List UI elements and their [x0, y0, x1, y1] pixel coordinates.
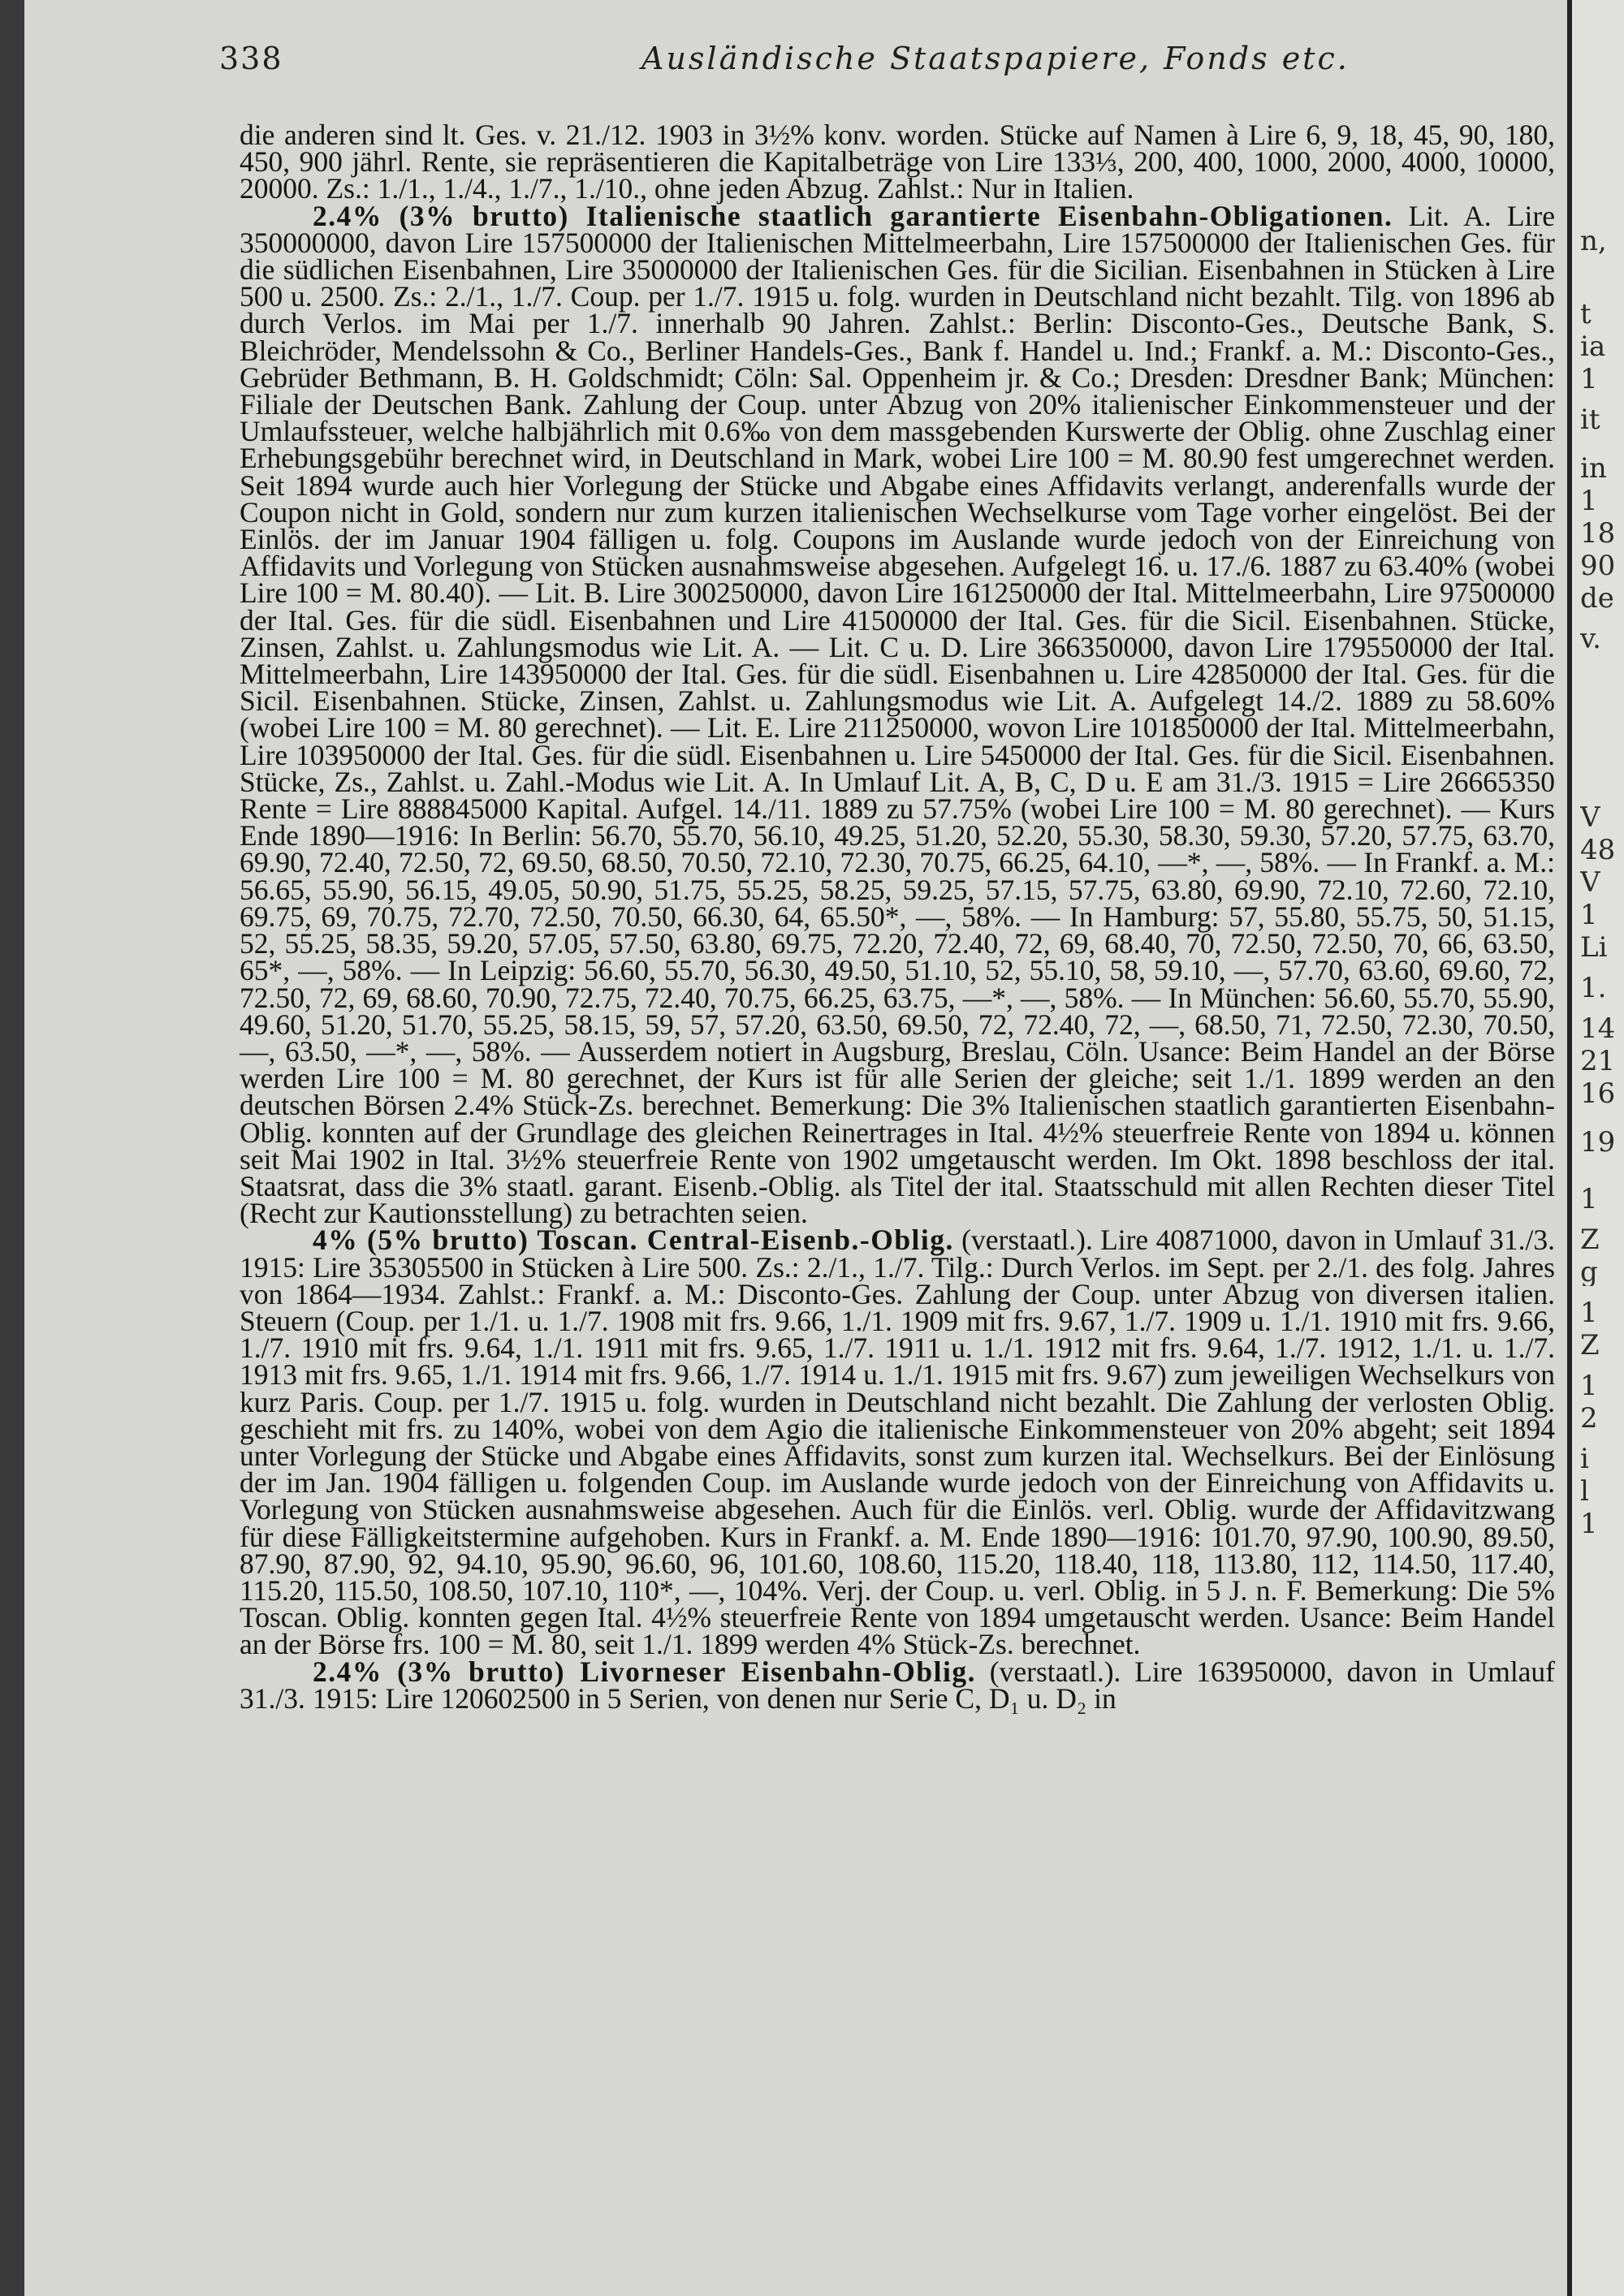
adjacent-page-fragment: 1. [1580, 974, 1607, 1002]
adjacent-page-fragment: v. [1580, 625, 1601, 653]
adjacent-page-fragment: de [1580, 585, 1614, 612]
adjacent-page-fragment: it [1580, 406, 1600, 434]
adjacent-page-fragment: 1 [1580, 1372, 1598, 1400]
adjacent-page-fragment: g [1580, 1258, 1598, 1286]
adjacent-page-fragment: i [1580, 1445, 1589, 1473]
paragraph-text: Lit. A. Lire 350000000, davon Lire 157500000 der Italienischen Mittelmeerbahn, Lire 157500000 der Italienischen Ges. für die südlichen Eisenbahnen, Lire 35000000 der Italienischen Ges. für die Sicilian. Eisenbahnen in Stücken à Lire 500 u. 2500. Zs.: 2./1., 1./7. Coup. per 1./7. 1915 u. folg. wurden in Deutschland nicht bezahlt. Tilg. von 1896 ab durch Verlos. im Mai per 1./7. innerhalb 90 Jahren. Zahlst.: Berlin: Disconto-Ges., Deutsche Bank, S. Bleichröder, Mendelssohn & Co., Berliner Handels-Ges., Bank f. Handel u. Ind.; Frankf. a. M.: Disconto-Ges., Gebrüder Bethmann, B. H. Goldschmidt; Cöln: Sal. Oppenheim jr. & Co.; Dresden: Dresdner Bank; München: Filiale der Deutschen Bank. Zahlung der Coup. unter Abzug von 20% italienischer Einkommensteuer und der Umlaufssteuer, welche halbjährlich mit 0.6‰ von dem massgebenden Kurswerte der Oblig. ohne Zuschlag einer Erhebungsgebühr berechnet wird, in Deutschland in Mark, wobei Lire 100 = M. 80.90 fest umgerechnet werden. Seit 1894 wurde auch hier Vorlegung der Stücke und Abgabe eines Affidavits verlangt, anderenfalls wurde der Coupon nicht in Gold, sondern nur zum kurzen italienischen Wechselkurse vom Tage vorher eingelöst. Bei der Einlös. der im Januar 1904 fälligen u. folg. Coupons im Auslande wurde jedoch von der Einreichung von Affidavits und Vorlegung von Stücken ausnahmsweise abgesehen. Aufgelegt 16. u. 17./6. 1887 zu 63.40% (wobei Lire 100 = M. 80.40). — Lit. B. Lire 300250000, davon Lire 161250000 der Ital. Mittelmeerbahn, Lire 97500000 der Ital. Ges. für die südl. Eisenbahnen und Lire 41500000 der Ital. Ges. für die Sicil. Eisenbahnen. Stücke, Zinsen, Zahlst. u. Zahlungsmodus wie Lit. A. — Lit. C u. D. Lire 366350000, davon Lire 179550000 der Ital. Mittelmeerbahn, Lire 143950000 der Ital. Ges. für die südl. Eisenbahnen u. Lire 42850000 der Ital. Ges. für die Sicil. Eisenbahnen. Stücke, Zinsen, Zahlst. u. Zahlungsmodus wie Lit. A. Aufgelegt 14./2. 1889 zu 58.60% (wobei Lire 100 = M. 80 gerechnet). — Lit. E. Lire 211250000, wovon Lire 101850000 der Ital. Mittelmeerbahn, Lire 103950000 der Ital. Ges. für die südl. Eisenbahnen u. Lire 5450000 der Ital. Ges. für die Sicil. Eisenbahnen. Stücke, Zs., Zahlst. u. Zahl.-Modus wie Lit. A. In Umlauf Lit. A, B, C, D u. E am 31./3. 1915 = Lire 26665350 Rente = Lire 888845000 Kapital. Aufgel. 14./11. 1889 zu 57.75% (wobei Lire 100 = M. 80 gerechnet). — Kurs Ende 1890—1916: In Berlin: 56.70, 55.70, 56.10, 49.25, 51.20, 52.20, 55.30, 58.30, 59.30, 57.20, 57.75, 63.70, 69.90, 72.40, 72.50, 72, 69.50, 68.50, 70.50, 72.10, 72.30, 70.75, 66.25, 64.10, —*, —, 58%. — In Frankf. a. M.: 56.65, 55.90, 56.15, 49.05, 50.90, 51.75, 55.25, 58.25, 59.25, 57.15, 57.75, 63.80, 69.90, 72.10, 72.60, 72.10, 69.75, 69, 70.75, 72.70, 72.50, 70.50, 66.30, 64, 65.50*, —, 58%. — In Hamburg: 57, 55.80, 55.75, 50, 51.15, 52, 55.25, 58.35, 59.20, 57.05, 57.50, 63.80, 69.75, 72.20, 72.40, 72, 69, 68.40, 70, 72.50, 72.50, 70, 66, 63.50, 65*, —, 58%. — In Leipzig: 56.60, 55.70, 56.30, 49.50, 51.10, 52, 55.10, 58, 59.10, —, 57.70, 63.60, 69.60, 72, 72.50, 72, 69, 68.60, 70.90, 72.75, 72.40, 70.75, 66.25, 63.75, —*, —, 58%. — In München: 56.60, 55.70, 55.90, 49.60, 51.20, 51.70, 55.25, 58.15, 59, 57, 57.20, 63.50, 69.50, 72, 72.40, 72, —, 68.50, 71, 72.50, 72.30, 70.50, —, 63.50, —*, —, 58%. — Ausserdem notiert in Augsburg, Breslau, Cöln. Usance: Beim Handel an der Börse werden Lire 100 = M. 80 gerechnet, der Kurs ist für alle Serien der gleiche; seit 1./1. 1899 werden an den deutschen Börsen 2.4% Stück-Zs. berechnet. Bemerkung: Die 3% Italienischen staatlich garantierten Eisenbahn-Oblig. konnten auf der Grundlage des gleichen Reinertrages in Ital. 4½% steuerfreie Rente von 1894 u. können seit Mai 1902 in Ital. 3½% steuerfreie Rente von 1902 umgetauscht werden. Im Okt. 1898 beschloss der ital. Staatsrat, dass die 3% staatl. garant. Eisenb.-Oblig. als Titel der ital. Staatsschuld mit allen Rechten dieser Titel (Recht zur Kautionsstellung) zu betrachten seien. [240, 199, 1555, 1230]
adjacent-page-fragment: 14 [1580, 1015, 1616, 1042]
adjacent-page-fragment: 90 [1580, 552, 1616, 580]
paragraph-continuation [240, 119, 1555, 205]
adjacent-page-fragment: 1 [1580, 487, 1598, 515]
entry-heading: 2.4% (3% brutto) Italienische staatlich garantierte Eisenbahn-Obligationen. [313, 199, 1393, 232]
adjacent-page-fragment: 1 [1580, 1185, 1598, 1213]
adjacent-page-fragment: Z [1580, 1331, 1600, 1359]
book-page [24, 0, 1592, 2296]
entry-heading: 4% (5% brutto) Toscan. Central-Eisenb.-Oblig. [313, 1224, 954, 1257]
adjacent-page-fragment: 1 [1580, 901, 1598, 929]
adjacent-page-fragment: 48 [1580, 836, 1616, 864]
adjacent-page-fragment: Li [1580, 934, 1608, 961]
paragraph-toscan-railway-bonds [240, 1224, 1555, 1661]
adjacent-page-fragment: 19 [1580, 1129, 1616, 1156]
adjacent-page-fragment: n, [1580, 227, 1607, 255]
adjacent-page-fragment: 1 [1580, 365, 1598, 393]
adjacent-page-fragment: l [1580, 1478, 1589, 1505]
adjacent-page-fragment: Z [1580, 1226, 1600, 1254]
adjacent-page-fragment: 21 [1580, 1047, 1616, 1075]
adjacent-page-fragment: ia [1580, 333, 1606, 360]
paragraph-text: (verstaatl.). Lire 163950000, davon in Umlauf 31./3. 1915: Lire 120602500 in 5 Serien, von denen nur Serie C, D₁ u. D₂ in [240, 1655, 1556, 1715]
page-number: 338 [219, 41, 283, 76]
adjacent-page-fragment: V [1580, 804, 1600, 831]
paragraph-text: (verstaatl.). Lire 40871000, davon in Umlauf 31./3. 1915: Lire 35305500 in Stücken à Lire 500. Zs.: 2./1., 1./7. Tilg.: Durch Verlos. im Sept. per 2./1. des folg. Jahres von 1864—1934. Zahlst.: Frankf. a. M.: Disconto-Ges. Zahlung der Coup. unter Abzug von diversen italien. Steuern (Coup. per 1./1. u. 1./7. 1908 mit frs. 9.66, 1./1. 1909 mit frs. 9.67, 1./7. 1909 u. 1./1. 1910 mit frs. 9.66, 1./7. 1910 mit frs. 9.64, 1./1. 1911 mit frs. 9.65, 1./7. 1911 u. 1./1. 1912 mit frs. 9.64, 1./7. 1912, 1./1. u. 1./7. 1913 mit frs. 9.65, 1./1. 1914 mit frs. 9.66, 1./7. 1914 u. 1./1. 1915 mit frs. 9.67) zum jeweiligen Wechselkurs von kurz Paris. Coup. per 1./7. 1915 u. folg. wurden in Deutschland nicht bezahlt. Die Zahlung der verlosten Oblig. geschieht mit frs. zu 140%, wobei von dem Agio die italienische Einkommensteuer von 20% abgeht; seit 1894 unter Vorlegung der Stücke und Abgabe eines Affidavits, sonst zum kurzen ital. Wechselkurs. Bei der Einlösung der im Jan. 1904 fälligen u. folgenden Coup. im Auslande wurde jedoch von der Einreichung von Affidavits u. Vorlegung von Stücken ausnahmsweise abgesehen. Auch für die Einlös. verl. Oblig. wurde der Affidavitzwang für diese Fälligkeitstermine aufgehoben. Kurs in Frankf. a. M. Ende 1890—1916: 101.70, 97.90, 100.90, 89.50, 87.90, 87.90, 92, 94.10, 95.90, 96.60, 96, 101.60, 108.60, 115.20, 118.40, 118, 113.80, 112, 114.50, 117.40, 115.20, 115.50, 108.50, 107.10, 110*, —, 104%. Verj. der Coup. u. verl. Oblig. in 5 J. n. F. Bemerkung: Die 5% Toscan. Oblig. konnten gegen Ital. 4½% steuerfreie Rente von 1894 umgetauscht werden. Usance: Beim Handel an der Börse frs. 100 = M. 80, seit 1./1. 1899 werden 4% Stück-Zs. berechnet. [240, 1224, 1555, 1661]
adjacent-page-edge [1567, 0, 1624, 2296]
paragraph-livorno-railway-bonds [240, 1655, 1556, 1715]
body-text [240, 119, 1556, 1715]
paragraph-italian-railway-bonds [240, 199, 1555, 1230]
running-title: Ausländische Staatspapiere, Fonds etc. [641, 41, 1350, 76]
adjacent-page-fragment: in [1580, 455, 1607, 482]
adjacent-page-fragment: 16 [1580, 1080, 1616, 1107]
entry-heading: 2.4% (3% brutto) Livorneser Eisenbahn-Oblig. [313, 1655, 976, 1688]
adjacent-page-fragment: 1 [1580, 1299, 1598, 1327]
paragraph-text: die anderen sind lt. Ges. v. 21./12. 1903 in 3½% konv. worden. Stücke auf Namen à Lire 6, 9, 18, 45, 90, 180, 450, 900 jährl. Rente, sie repräsentieren die Kapitalbeträge von Lire 133⅓, 200, 400, 1000, 2000, 4000, 10000, 20000. Zs.: 1./1., 1./4., 1./7., 1./10., ohne jeden Abzug. Zahlst.: Nur in Italien. [240, 119, 1555, 205]
adjacent-page-fragment: 18 [1580, 520, 1616, 547]
adjacent-page-fragment: 2 [1580, 1405, 1598, 1432]
adjacent-page-fragment: V [1580, 869, 1600, 896]
adjacent-page-fragment: 1 [1580, 1510, 1598, 1538]
page-header [219, 41, 1551, 81]
adjacent-page-fragment: t [1580, 300, 1592, 328]
